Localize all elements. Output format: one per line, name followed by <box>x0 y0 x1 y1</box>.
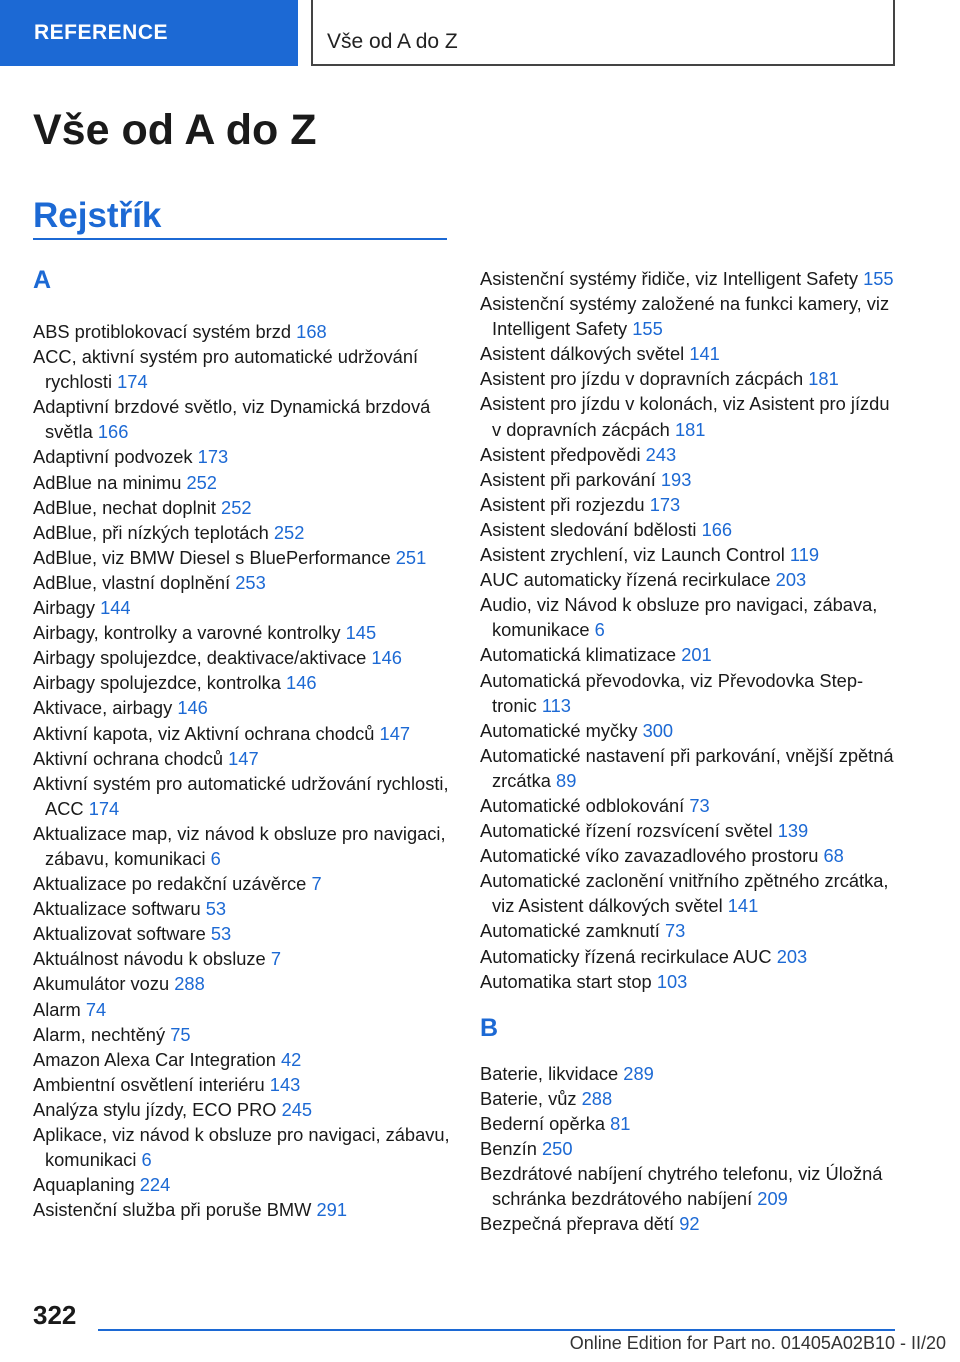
index-entry <box>480 868 900 918</box>
index-entry-text: Aktivní kapota, viz Aktivní ochrana chodců <box>33 722 375 744</box>
chapter-tab <box>311 0 895 66</box>
index-column-right <box>480 266 900 1236</box>
index-entry <box>33 545 453 570</box>
page-title: Vše od A do Z <box>33 106 317 154</box>
index-entry-text: AUC automaticky řízená recirkulace <box>480 569 771 591</box>
index-entry-text: Automatická klimatizace <box>480 644 677 666</box>
index-entry-text: Automatické odblokování <box>480 794 685 816</box>
chapter-tab-label: Vše od A do Z <box>327 30 458 53</box>
index-entry <box>33 595 453 620</box>
index-entry-page-link[interactable]: 168 <box>296 321 327 342</box>
index-entry <box>33 921 453 946</box>
index-entry-text: Aktualizace softwaru <box>33 898 201 920</box>
index-entry-text: Baterie, likvidace <box>480 1062 619 1084</box>
index-entry <box>480 818 900 843</box>
index-entry <box>480 517 900 542</box>
index-entry-page-link[interactable]: 92 <box>679 1213 700 1235</box>
index-entry-text: Aktualizace po redakční uzávěrce <box>33 873 307 895</box>
index-entry-page-link[interactable]: 119 <box>789 544 820 566</box>
index-entry-text: Ambientní osvětlení interiéru <box>33 1073 265 1095</box>
index-entry-text: Airbagy <box>33 597 95 619</box>
index-entry-text: Akumulátor vozu <box>33 973 170 995</box>
index-list-right-b <box>480 1061 900 1237</box>
index-entry-page-link[interactable]: 288 <box>581 1087 613 1109</box>
index-entry-page-link[interactable]: 252 <box>221 496 252 518</box>
index-entry <box>480 291 900 341</box>
index-entry-text: Aquaplaning <box>33 1174 135 1196</box>
index-entry-text: AdBlue na minimu <box>33 471 182 493</box>
index-entry <box>33 344 453 394</box>
index-entry <box>33 495 453 520</box>
index-entry-text: Automatické nastavení při parkování, vnější zpětná zrcátka <box>480 744 894 791</box>
index-entry <box>480 969 900 994</box>
index-list-right-a <box>480 266 900 994</box>
index-entry-page-link[interactable]: 173 <box>197 446 229 468</box>
index-entry-page-link[interactable]: 7 <box>311 873 322 895</box>
index-entry-page-link[interactable]: 141 <box>727 895 759 917</box>
index-entry <box>480 743 900 793</box>
index-entry-text: Airbagy, kontrolky a varovné kontrolky <box>33 622 341 644</box>
index-entry-text: AdBlue, viz BMW Diesel s BluePerformance <box>33 546 391 568</box>
index-entry-page-link[interactable]: 68 <box>823 845 844 867</box>
index-entry-page-link[interactable]: 155 <box>632 318 663 340</box>
index-entry <box>480 492 900 517</box>
index-entry-text: Automatické víko zavazadlového prostoru <box>480 845 819 867</box>
index-entry-page-link[interactable]: 147 <box>228 747 259 769</box>
index-entry <box>33 570 453 595</box>
index-entry-text: Automatické řízení rozsvícení světel <box>480 820 773 842</box>
index-entry-page-link[interactable]: 73 <box>664 920 686 942</box>
index-entry <box>33 695 453 720</box>
index-entry-page-link[interactable]: 145 <box>345 622 377 644</box>
index-entry-text: Asistenční systémy řidiče, viz Intelligent Safety <box>480 268 858 289</box>
index-entry <box>480 542 900 567</box>
footer-divider <box>98 1329 895 1331</box>
section-tab <box>0 0 298 66</box>
index-letter-b: B <box>480 1013 499 1042</box>
index-entry-page-link[interactable]: 155 <box>863 268 894 289</box>
index-entry-page-link[interactable]: 75 <box>170 1023 191 1045</box>
index-entry-page-link[interactable]: 174 <box>88 797 120 819</box>
section-divider <box>33 238 447 240</box>
index-entry <box>33 997 453 1022</box>
index-entry-page-link[interactable]: 181 <box>808 368 839 390</box>
index-entry-text: Analýza stylu jízdy, ECO PRO <box>33 1098 277 1120</box>
index-entry-page-link[interactable]: 53 <box>205 898 227 920</box>
index-entry <box>480 718 900 743</box>
index-entry-text: Automatická převodovka, viz Převodovka Steptronic <box>480 669 864 716</box>
index-entry-text: Aktuálnost návodu k obsluze <box>33 948 266 970</box>
index-entry-text: Asistent pro jízdu v dopravních zácpách <box>480 368 804 390</box>
index-entry-page-link[interactable]: 252 <box>186 471 217 493</box>
index-entry <box>33 520 453 545</box>
index-entry <box>33 771 453 821</box>
index-entry <box>480 366 900 391</box>
index-entry-page-link[interactable]: 203 <box>775 569 807 591</box>
index-entry <box>33 470 453 495</box>
index-entry <box>480 266 900 291</box>
index-entry-page-link[interactable]: 146 <box>177 697 208 719</box>
index-entry <box>33 319 453 344</box>
index-entry-page-link[interactable]: 73 <box>689 794 710 816</box>
index-entry-text: Alarm, nechtěný <box>33 1023 166 1045</box>
index-entry-page-link[interactable]: 53 <box>210 923 232 945</box>
index-entry-page-link[interactable]: 209 <box>757 1188 788 1210</box>
index-entry-text: Asistenční služba při poruše BMW <box>33 1199 312 1221</box>
index-entry-page-link[interactable]: 42 <box>280 1048 302 1070</box>
index-entry <box>33 1197 453 1222</box>
index-entry <box>33 946 453 971</box>
index-entry <box>33 670 453 695</box>
index-entry-page-link[interactable]: 193 <box>660 468 692 490</box>
index-entry-page-link[interactable]: 203 <box>776 945 808 967</box>
index-list-left <box>33 319 453 1222</box>
index-entry-text: Benzín <box>480 1138 537 1159</box>
index-entry-text: Automaticky řízená recirkulace AUC <box>480 945 772 967</box>
index-entry-text: Aktualizace map, viz návod k obsluze pro navigaci, zábavu, komunikaci <box>33 822 446 869</box>
index-column-left <box>33 266 453 1222</box>
index-entry <box>33 1022 453 1047</box>
index-entry <box>33 871 453 896</box>
index-letter-a: A <box>33 266 52 294</box>
index-entry-text: Asistent při parkování <box>480 468 656 490</box>
index-entry <box>480 341 900 366</box>
index-entry-text: Bezpečná přeprava dětí <box>480 1213 675 1235</box>
index-entry-page-link[interactable]: 291 <box>316 1199 347 1221</box>
index-entry <box>33 896 453 921</box>
index-entry <box>33 746 453 771</box>
index-entry <box>480 1061 900 1086</box>
index-entry-page-link[interactable]: 141 <box>689 343 720 365</box>
index-entry-text: Automatické zamknutí <box>480 920 660 942</box>
index-entry-page-link[interactable]: 243 <box>645 443 677 465</box>
index-entry-page-link[interactable]: 6 <box>594 619 605 641</box>
index-entry-page-link[interactable]: 144 <box>100 597 131 619</box>
index-entry <box>33 1172 453 1197</box>
index-entry-text: Asistent zrychlení, viz Launch Control <box>480 544 785 566</box>
index-entry <box>480 918 900 943</box>
index-entry-page-link[interactable]: 201 <box>681 644 712 666</box>
index-entry-text: AdBlue, nechat doplnit <box>33 496 216 518</box>
index-entry <box>480 1111 900 1136</box>
index-entry-text: Aktualizovat software <box>33 923 206 945</box>
index-entry-page-link[interactable]: 146 <box>286 672 317 694</box>
index-entry-text: Aktivní ochrana chodců <box>33 747 224 769</box>
index-entry-page-link[interactable]: 173 <box>649 493 681 515</box>
index-entry-page-link[interactable]: 147 <box>379 722 411 744</box>
index-entry <box>33 1072 453 1097</box>
index-entry <box>33 1122 453 1172</box>
index-entry-page-link[interactable]: 146 <box>371 647 402 669</box>
index-entry-page-link[interactable]: 103 <box>656 970 688 992</box>
index-entry-page-link[interactable]: 166 <box>97 421 129 443</box>
index-entry-page-link[interactable]: 6 <box>141 1149 152 1171</box>
index-entry-text: Aktivní systém pro automatické udržování rychlosti, ACC <box>33 772 449 819</box>
index-entry <box>480 442 900 467</box>
index-entry-text: Adaptivní podvozek <box>33 446 193 468</box>
index-entry-page-link[interactable]: 252 <box>273 521 305 543</box>
index-entry-text: Amazon Alexa Car Integration <box>33 1048 276 1070</box>
index-entry <box>33 620 453 645</box>
section-tab-label: REFERENCE <box>34 21 169 44</box>
index-entry-text: Asistenční systémy založené na funkci kamery, viz Intelligent Safety <box>480 293 890 340</box>
index-entry-text: ACC, aktivní systém pro automatické udržování rychlosti <box>33 346 419 393</box>
index-entry <box>33 444 453 469</box>
index-entry-text: Aplikace, viz návod k obsluze pro navigaci, zábavu, komunikaci <box>33 1124 450 1171</box>
index-entry-text: AdBlue, vlastní doplnění <box>33 571 231 593</box>
index-entry <box>480 391 900 441</box>
index-entry-page-link[interactable]: 143 <box>269 1073 301 1095</box>
index-entry <box>33 821 453 871</box>
index-entry-text: Automatické myčky <box>480 719 638 741</box>
index-entry-text: Asistent dálkových světel <box>480 343 685 365</box>
index-entry-page-link[interactable]: 113 <box>541 694 571 716</box>
index-entry <box>480 843 900 868</box>
index-entry-page-link[interactable]: 288 <box>174 973 205 995</box>
index-entry <box>33 1047 453 1072</box>
index-entry-text: Bezdrátové nabíjení chytrého telefonu, viz Úložná schránka bezdrátového nabíjení <box>480 1163 883 1210</box>
index-entry <box>480 642 900 667</box>
index-entry-page-link[interactable]: 166 <box>701 518 733 540</box>
index-entry-text: Alarm <box>33 998 81 1020</box>
index-entry-page-link[interactable]: 139 <box>777 820 809 842</box>
index-entry-page-link[interactable]: 300 <box>642 719 674 741</box>
index-entry-text: Bederní opěrka <box>480 1112 606 1134</box>
index-entry-text: Asistent sledování bdělosti <box>480 518 697 540</box>
index-entry-text: Asistent při rozjezdu <box>480 493 645 515</box>
index-entry-text: Adaptivní brzdové světlo, viz Dynamická brzdová světla <box>33 396 431 443</box>
page-number: 322 <box>33 1300 77 1330</box>
index-entry-page-link[interactable]: 74 <box>85 998 107 1020</box>
index-entry <box>480 467 900 492</box>
index-entry-text: Asistent předpovědi <box>480 443 641 465</box>
index-entry <box>33 971 453 996</box>
index-entry-page-link[interactable]: 7 <box>270 948 281 970</box>
index-entry-page-link[interactable]: 250 <box>542 1138 573 1159</box>
index-entry-page-link[interactable]: 81 <box>610 1112 631 1134</box>
index-entry <box>480 1086 900 1111</box>
edition-info: Online Edition for Part no. 01405A02B10 - II/20 <box>569 1333 946 1353</box>
index-entry-page-link[interactable]: 181 <box>674 418 706 440</box>
index-entry-text: Asistent pro jízdu v kolonách, viz Asistent pro jízdu v dopravních zácpách <box>480 393 890 440</box>
index-entry-text: Airbagy spolujezdce, kontrolka <box>33 672 281 694</box>
index-entry-page-link[interactable]: 251 <box>395 546 427 568</box>
index-entry <box>480 1161 900 1211</box>
index-entry-text: Baterie, vůz <box>480 1087 577 1109</box>
index-entry <box>480 668 900 718</box>
index-entry-text: Aktivace, airbagy <box>33 697 173 719</box>
index-entry <box>480 1211 900 1236</box>
index-entry-page-link[interactable]: 89 <box>556 769 577 791</box>
index-entry-text: Airbagy spolujezdce, deaktivace/aktivace <box>33 647 367 669</box>
index-entry-text: Automatika start stop <box>480 970 652 992</box>
index-entry-page-link[interactable]: 289 <box>623 1062 654 1084</box>
index-entry-text: AdBlue, při nízkých teplotách <box>33 521 269 543</box>
index-entry <box>33 1097 453 1122</box>
section-title: Rejstřík <box>33 196 162 235</box>
index-entry <box>33 645 453 670</box>
index-entry-page-link[interactable]: 6 <box>210 847 221 869</box>
index-entry <box>33 394 453 444</box>
index-entry-text: Automatické zaclonění vnitřního zpětného zrcátka, viz Asistent dálkových světel <box>480 870 889 917</box>
index-entry-page-link[interactable]: 174 <box>117 371 148 393</box>
index-entry-page-link[interactable]: 245 <box>281 1098 313 1120</box>
index-entry <box>480 592 900 642</box>
index-entry <box>480 944 900 969</box>
index-entry-text: ABS protiblokovací systém brzd <box>33 321 292 342</box>
index-entry <box>480 567 900 592</box>
index-entry-page-link[interactable]: 253 <box>235 571 266 593</box>
index-entry-page-link[interactable]: 224 <box>139 1174 171 1196</box>
index-entry <box>480 1136 900 1161</box>
index-entry <box>480 793 900 818</box>
index-entry-text: Audio, viz Návod k obsluze pro navigaci, zábava, komunikace <box>480 594 878 641</box>
index-entry <box>33 721 453 746</box>
